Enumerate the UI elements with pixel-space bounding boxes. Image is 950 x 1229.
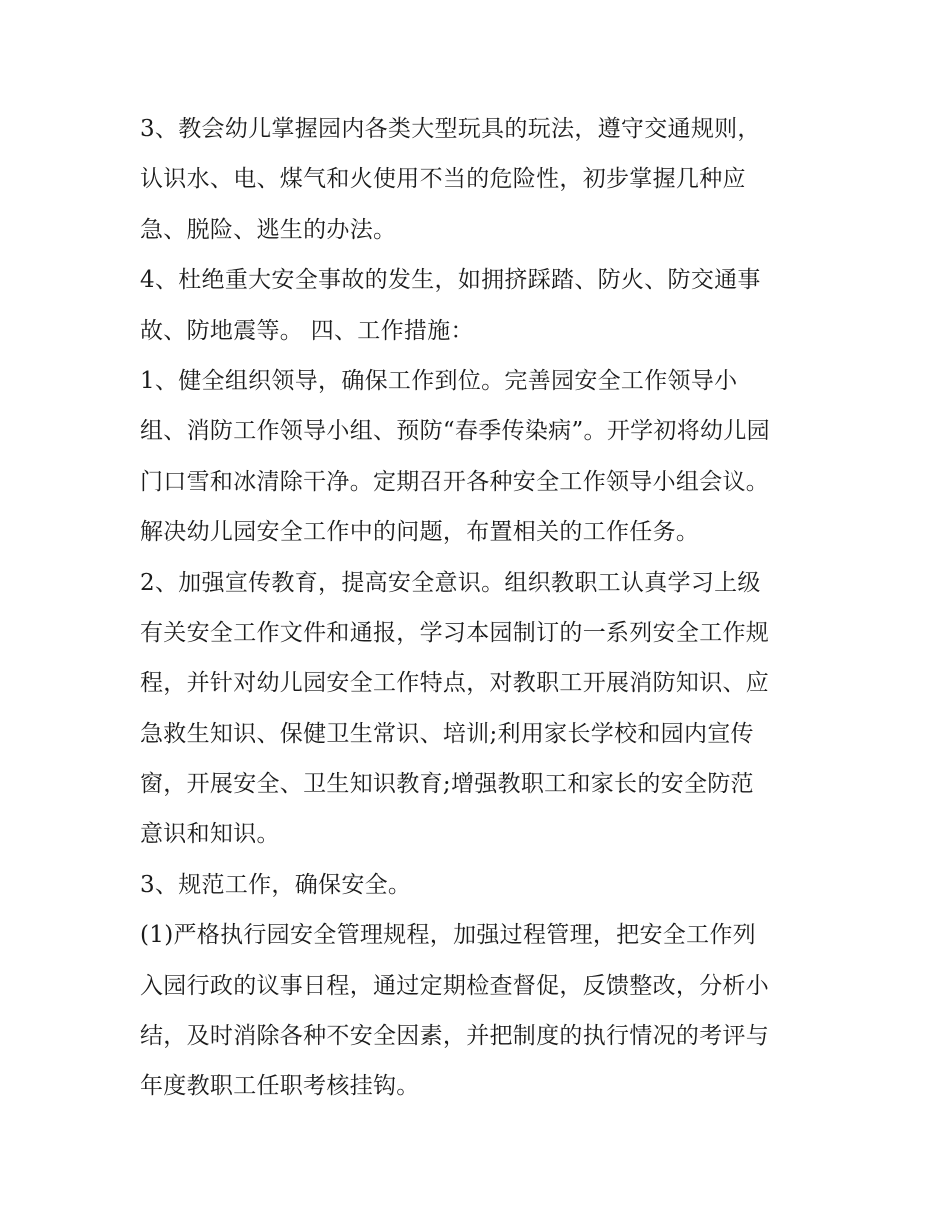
text-line: 意识和知识。 — [140, 821, 280, 848]
text-line: 1、健全组织领导，确保工作到位。完善园安全工作领导小 — [140, 367, 738, 394]
text-line: 2、加强宣传教育，提高安全意识。组织教职工认真学习上级 — [140, 569, 761, 596]
text-line: 解决幼儿园安全工作中的问题，布置相关的工作任务。 — [140, 519, 700, 546]
text-line: 故、防地震等。 四、工作措施： — [140, 317, 474, 344]
text-line: 认识水、电、煤气和火使用不当的危险性，初步掌握几种应 — [140, 166, 746, 193]
text-line: 4、杜绝重大安全事故的发生，如拥挤踩踏、防火、防交通事 — [140, 267, 761, 294]
text-line: 有关安全工作文件和通报，学习本园制订的一系列安全工作规 — [140, 619, 770, 646]
text-line: 急救生知识、保健卫生常识、培训;利用家长学校和园内宣传 — [140, 720, 754, 747]
text-line: 程，并针对幼儿园安全工作特点，对教职工开展消防知识、应 — [140, 670, 770, 697]
text-line: (1)严格执行园安全管理规程，加强过程管理，把安全工作列 — [140, 922, 756, 949]
text-line: 3、教会幼儿掌握园内各类大型玩具的玩法，遵守交通规则， — [140, 116, 761, 142]
document-body — [140, 104, 830, 1112]
text-line: 组、消防工作领导小组、预防“春季传染病”。开学初将幼儿园 — [140, 418, 770, 445]
text-line: 急、脱险、逃生的办法。 — [140, 216, 397, 243]
text-line: 窗，开展安全、卫生知识教育;增强教职工和家长的安全防范 — [140, 771, 754, 798]
text-line: 入园行政的议事日程，通过定期检查督促，反馈整改，分析小 — [140, 972, 770, 999]
text-line: 门口雪和冰清除干净。定期召开各种安全工作领导小组会议。 — [140, 468, 770, 495]
text-line: 年度教职工任职考核挂钩。 — [140, 1073, 420, 1100]
text-line: 结，及时消除各种不安全因素，并把制度的执行情况的考评与 — [140, 1023, 770, 1050]
text-line: 3、规范工作，确保安全。 — [140, 871, 412, 898]
